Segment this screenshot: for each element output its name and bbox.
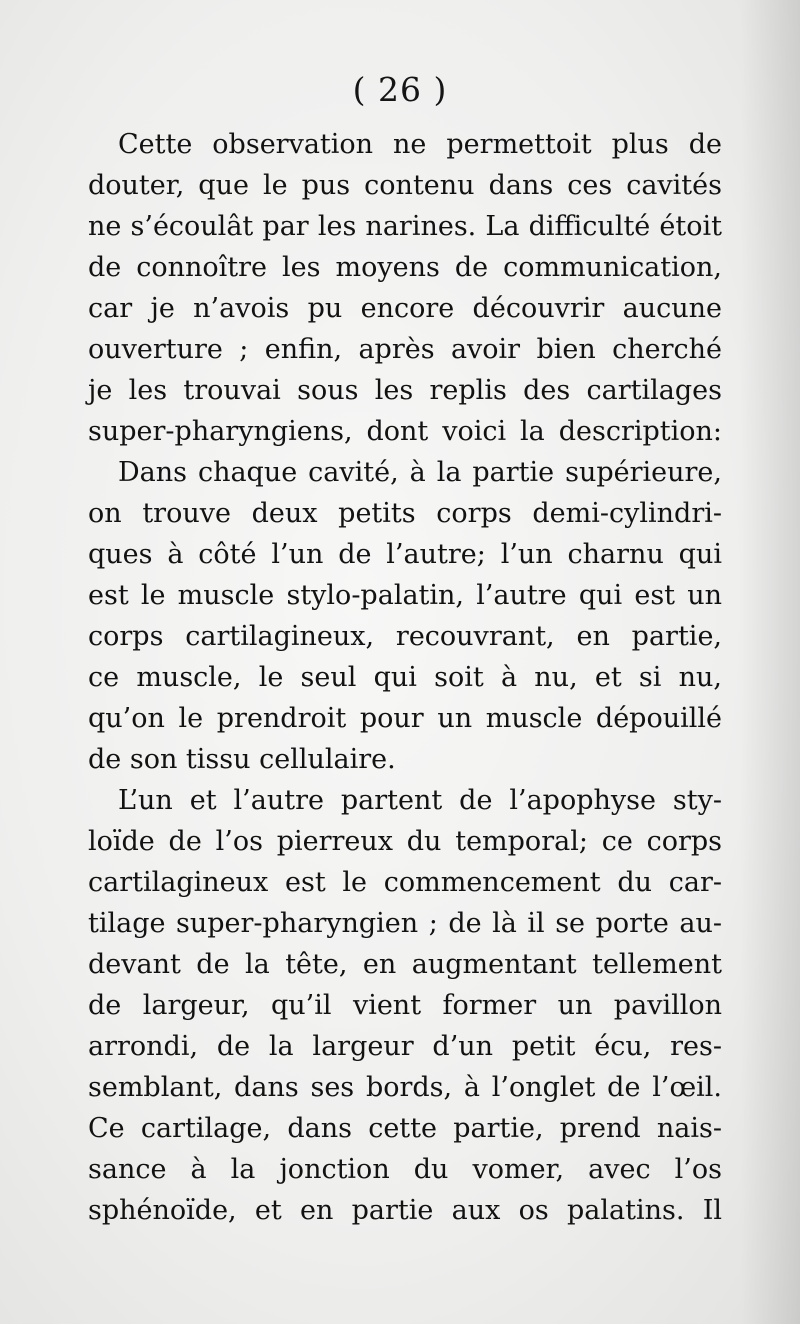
body-text — [88, 124, 722, 1231]
text-line: sphénoïde, et en partie aux os palatins. Il — [88, 1195, 722, 1226]
text-line: douter, que le pus contenu dans ces cavités — [88, 170, 722, 201]
text-line: de connoître les moyens de communication, — [88, 252, 722, 283]
text-line: cartilagineux est le commencement du car- — [88, 867, 722, 898]
text-line: car je n’avois pu encore découvrir aucune — [88, 293, 722, 324]
text-line: sance à la jonction du vomer, avec l’os — [88, 1154, 722, 1185]
text-line: ques à côté l’un de l’autre; l’un charnu qui — [88, 539, 722, 570]
text-line: L’un et l’autre partent de l’apophyse sty- — [118, 785, 722, 816]
text-line: est le muscle stylo-palatin, l’autre qui est un — [88, 580, 722, 611]
text-line: de largeur, qu’il vient former un pavillon — [88, 990, 722, 1021]
text-line: de son tissu cellulaire. — [88, 744, 396, 775]
text-line: super-pharyngiens, dont voici la description: — [88, 416, 722, 447]
text-line: je les trouvai sous les replis des cartilages — [88, 375, 722, 406]
text-line: Cette observation ne permettoit plus de — [118, 129, 722, 160]
text-line: corps cartilagineux, recouvrant, en partie, — [88, 621, 722, 652]
text-line: loïde de l’os pierreux du temporal; ce corps — [88, 826, 722, 857]
text-line: arrondi, de la largeur d’un petit écu, res- — [88, 1031, 722, 1062]
text-line: qu’on le prendroit pour un muscle dépouillé — [88, 703, 722, 734]
text-line: ouverture ; enfin, après avoir bien cherché — [88, 334, 722, 365]
text-line: devant de la tête, en augmentant tellement — [88, 949, 722, 980]
text-line: Ce cartilage, dans cette partie, prend nais- — [88, 1113, 722, 1144]
text-line: Dans chaque cavité, à la partie supérieure, — [118, 457, 722, 488]
page-number: ( 26 ) — [352, 70, 448, 109]
text-line: semblant, dans ses bords, à l’onglet de l’œil. — [88, 1072, 722, 1103]
text-line: on trouve deux petits corps demi-cylindri- — [88, 498, 722, 529]
text-line: tilage super-pharyngien ; de là il se porte au- — [88, 908, 722, 939]
text-line: ne s’écoulât par les narines. La difficulté étoit — [88, 211, 722, 242]
text-line: ce muscle, le seul qui soit à nu, et si nu, — [88, 662, 722, 693]
